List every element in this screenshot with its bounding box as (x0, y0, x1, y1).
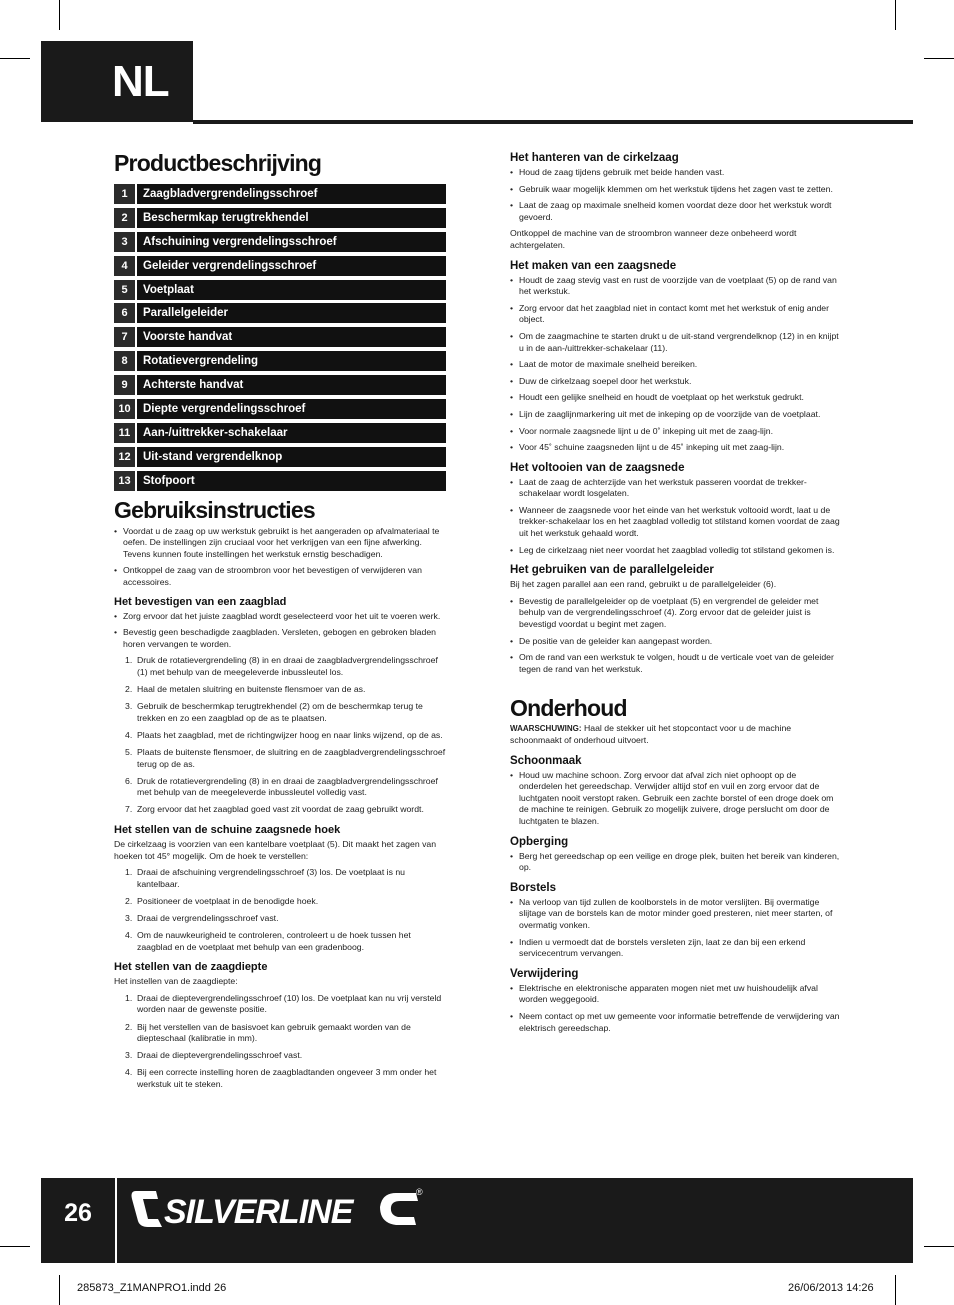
step-text: Bij een correcte instelling horen de zaagbladtanden ongeveer 3 mm onder het werkstuk uit te steken. (137, 1067, 437, 1089)
section-heading: Opberging (510, 835, 569, 848)
schoonmaak-bullets (510, 770, 840, 828)
step-item (125, 729, 446, 742)
step-number: 1. (125, 655, 133, 666)
list-item: • Houdt de zaag stevig vast en rust de voorzijde van de voetplaat (5) op de rand van het werkstuk. (519, 275, 840, 298)
step-item (125, 1050, 446, 1062)
part-row (114, 327, 446, 347)
step-item (125, 930, 446, 953)
left-column (114, 150, 446, 1096)
step-item (125, 912, 446, 925)
warning-label: WAARSCHUWING: (510, 724, 582, 734)
part-label: Afschuining vergrendelingsschroef (137, 232, 446, 252)
step-text: Plaats de buitenste flensmoer, de sluitring en de zaagbladvergrendelingsschroef terug op de as. (137, 747, 446, 769)
crop-mark (924, 1246, 954, 1247)
part-row (114, 375, 446, 395)
step-number: 6. (125, 775, 133, 786)
step-text: Draai de dieptevergrendelingsschroef vast. (137, 1050, 303, 1061)
language-tab: NL (41, 41, 193, 122)
part-number: 13 (114, 471, 135, 491)
step-text: Draai de dieptevergrendelingsschroef (10) los. De voetplaat kan nu vrij versteld worden naar de gewenste positie. (137, 992, 442, 1015)
section-heading: Het stellen van de zaagdiepte (114, 961, 268, 974)
part-label: Parallelgeleider (137, 303, 446, 323)
part-number: 8 (114, 351, 135, 371)
logo-hook-left (132, 1191, 163, 1227)
step-number: 1. (125, 867, 133, 878)
step-number: 5. (125, 747, 133, 757)
list-item: • Voordat u de zaag op uw werkstuk gebruikt is het aangeraden op afvalmateriaal te oefen. De instellingen zijn cruciaal voor het verkrijgen van een fijne afwerking. Tevens kunnen foute instellingen het werkstuk ernstig beschadigen. (123, 526, 446, 561)
list-item: • Leg de cirkelzaag niet neer voordat het zaagblad volledig tot stilstand gekomen is. (519, 545, 840, 557)
maken-bullets (510, 275, 840, 454)
section-intro: Bij het zagen parallel aan een rand, gebruikt u de parallelgeleider (6). (510, 579, 777, 590)
schuine-steps (114, 867, 446, 953)
step-number: 3. (125, 701, 133, 712)
footer-file: 285873_Z1MANPRO1.indd 26 (77, 1282, 227, 1294)
step-text: Om de nauwkeurigheid te controleren, controleert u de hoek tussen het zaagblad en de voetplaat met behulp van een gradenboog. (137, 930, 411, 952)
list-item: • Houdt een gelijke snelheid en houdt de voetplaat op het werkstuk gedrukt. (519, 392, 840, 404)
list-item: • Zorg ervoor dat het juiste zaagblad wordt geselecteerd voor het uit te voeren werk. (123, 611, 446, 623)
bevestigen-steps (114, 655, 446, 816)
verwijdering-bullets (510, 983, 840, 1034)
step-item (125, 775, 446, 799)
hanteren-bullets (510, 167, 840, 223)
parts-list (114, 184, 446, 491)
step-number: 1. (125, 992, 133, 1003)
part-label: Diepte vergrendelingsschroef (137, 399, 446, 419)
part-number: 2 (114, 208, 135, 228)
diepte-steps (114, 993, 446, 1091)
part-label: Zaagbladvergrendelingsschroef (137, 184, 446, 204)
productbeschrijving-title: Productbeschrijving (114, 150, 322, 176)
step-item (125, 655, 446, 678)
silverline-logo (128, 1183, 428, 1233)
list-item: • Elektrische en elektronische apparaten mogen niet met uw huishoudelijk afval worden weggegooid. (519, 983, 840, 1006)
part-number: 5 (114, 280, 135, 300)
section-heading: Het maken van een zaagsnede (510, 259, 677, 272)
crop-mark (59, 1275, 60, 1305)
section-heading: Verwijdering (510, 967, 579, 980)
section-intro: De cirkelzaag is voorzien van een kantelbare voetplaat (5). Dit maakt het zagen van hoeken tot 45° mogelijk. Om de hoek te verstellen: (114, 838, 437, 861)
step-text: Druk de rotatievergrendeling (8) in en draai de zaagbladvergrendelingsschroef met behulp van de meegeleverde inbussleutel volledig vast. (137, 775, 438, 798)
logo-hook-right (380, 1193, 418, 1225)
list-item: • Lijn de zaaglijnmarkering uit met de inkeping op de voorzijde van de voetplaat. (519, 409, 840, 421)
list-item: • Na verloop van tijd zullen de koolborstels in de motor verslijten. Bij overmatige slijtage van de borstels kan de motor minder goed presteren, niet meer starten, of overmatig vonken. (519, 897, 840, 932)
parallel-bullets (510, 596, 840, 676)
step-item (125, 867, 446, 890)
opberging-bullets (510, 851, 840, 874)
list-item: • Laat de motor de maximale snelheid bereiken. (519, 359, 840, 371)
part-label: Uit-stand vergrendelknop (137, 447, 446, 467)
part-row (114, 208, 446, 228)
crop-mark (59, 0, 60, 30)
section-heading: Borstels (510, 881, 557, 894)
section-heading: Schoonmaak (510, 754, 582, 767)
logo-registered: ® (416, 1187, 423, 1197)
step-text: Bij het verstellen van de basisvoet kan gebruik gemaakt worden van de diepteschaal (kalibratie in mm). (137, 1021, 411, 1044)
list-item: • Om de zaagmachine te starten drukt u de uit-stand vergrendelknop (12) in en knijpt u in de aan-/uittrekker-schakelaar (11). (519, 331, 840, 354)
gebruik-bullets (114, 526, 446, 589)
part-number: 10 (114, 399, 135, 419)
part-number: 12 (114, 447, 135, 467)
right-column (510, 152, 840, 1039)
list-item: • Bevestig geen beschadigde zaagbladen. Versleten, gebogen en gebroken bladen horen vervangen te worden. (123, 627, 446, 650)
list-item: • Zorg ervoor dat het zaagblad niet in contact komt met het werkstuk of enig ander object. (519, 303, 840, 326)
warning-text (510, 723, 840, 746)
step-item (125, 1067, 446, 1090)
list-item: • Wanneer de zaagsnede voor het einde van het werkstuk voltooid wordt, laat u de trekker-schakelaar los en het zaagblad volledig tot stilstand komen voordat de zaag uit het werkstuk gehaald wordt. (519, 505, 840, 540)
part-label: Achterste handvat (137, 375, 446, 395)
list-item: • Bevestig de parallelgeleider op de voetplaat (5) en vergrendel de geleider met behulp van de vergrendelingsschroef (4). Zorg ervoor dat de geleider juist is bevestigd voordat u begint met zagen. (519, 596, 840, 631)
step-text: Haal de metalen sluitring en buitenste flensmoer van de as. (137, 684, 366, 695)
part-row (114, 471, 446, 491)
part-label: Voetplaat (137, 280, 446, 300)
page-number: 26 (64, 1199, 92, 1227)
step-item (125, 701, 446, 724)
logo-wordmark: SILVERLINE (164, 1193, 353, 1231)
list-item: • Laat de zaag de achterzijde van het werkstuk passeren voordat de trekker-schakelaar wordt losgelaten. (519, 477, 840, 500)
list-item: • Berg het gereedschap op een veilige en droge plek, buiten het bereik van kinderen, op. (519, 851, 840, 874)
part-row (114, 280, 446, 300)
list-item: • Indien u vermoedt dat de borstels versleten zijn, laat ze dan bij een erkend servicecentrum vervangen. (519, 937, 840, 960)
crop-mark (895, 1275, 896, 1305)
part-label: Geleider vergrendelingsschroef (137, 256, 446, 276)
section-heading: Het voltooien van de zaagsnede (510, 461, 685, 474)
step-number: 2. (125, 684, 133, 695)
voltooien-bullets (510, 477, 840, 557)
section-intro: Het instellen van de zaagdiepte: (114, 976, 238, 987)
part-label: Rotatievergrendeling (137, 351, 446, 371)
step-number: 4. (125, 729, 133, 740)
warning-body: Haal de stekker uit het stopcontact voor u de machine schoonmaakt of onderhoud uitvoert. (510, 723, 792, 745)
bevestigen-bullets (114, 611, 446, 651)
section-heading: Het gebruiken van de parallelgeleider (510, 564, 714, 577)
step-item (125, 1021, 446, 1045)
list-item: • De positie van de geleider kan aangepast worden. (519, 636, 840, 648)
gebruiksinstructies-title: Gebruiksinstructies (114, 496, 315, 523)
section-heading: Het bevestigen van een zaagblad (114, 595, 287, 608)
step-number: 3. (125, 1050, 133, 1061)
part-number: 7 (114, 327, 135, 347)
step-item (125, 895, 446, 908)
part-row (114, 184, 446, 204)
step-number: 2. (125, 895, 133, 906)
header-rule (193, 120, 913, 124)
list-item: • Ontkoppel de zaag van de stroombron voor het bevestigen of verwijderen van accessoires. (123, 565, 446, 588)
part-number: 9 (114, 375, 135, 395)
list-item: • Houd de zaag tijdens gebruik met beide handen vast. (519, 167, 840, 179)
step-number: 3. (125, 912, 133, 923)
step-text: Plaats het zaagblad, met de richtingwijzer hoog en naar links wijzend, op de as. (137, 729, 443, 740)
part-row (114, 399, 446, 419)
part-label: Beschermkap terugtrekhendel (137, 208, 446, 228)
part-row (114, 351, 446, 371)
step-text: Positioneer de voetplaat in de benodigde hoek. (137, 895, 319, 906)
onderhoud-title: Onderhoud (510, 695, 627, 722)
step-number: 7. (125, 804, 133, 815)
list-item: • Neem contact op met uw gemeente voor informatie betreffende de verwijdering van elektrisch gereedschap. (519, 1011, 840, 1034)
step-item (125, 747, 446, 770)
part-number: 6 (114, 303, 135, 323)
part-row (114, 447, 446, 467)
part-label: Voorste handvat (137, 327, 446, 347)
list-item: • Duw de cirkelzaag soepel door het werkstuk. (519, 376, 840, 388)
part-label: Stofpoort (137, 471, 446, 491)
list-item: • Gebruik waar mogelijk klemmen om het werkstuk tijdens het zagen vast te zetten. (519, 184, 840, 196)
part-label: Aan-/uittrekker-schakelaar (137, 423, 446, 443)
section-heading: Het hanteren van de cirkelzaag (510, 152, 679, 164)
part-row (114, 232, 446, 252)
step-text: Draai de afschuining vergrendelingsschroef (3) los. De voetplaat is nu kantelbaar. (137, 867, 406, 889)
crop-mark (0, 58, 30, 59)
step-text: Gebruik de beschermkap terugtrekhendel (2) om de beschermkap terug te trekken en zo een zaagblad op de as te plaatsen. (137, 701, 423, 723)
step-number: 2. (125, 1021, 133, 1032)
crop-mark (924, 58, 954, 59)
step-text: Draai de vergrendelingsschroef vast. (137, 912, 279, 923)
step-text: Druk de rotatievergrendeling (8) in en draai de zaagbladvergrendelingsschroef (1) met behulp van de meegeleverde inbussleutel los. (137, 655, 438, 678)
step-item (125, 684, 446, 696)
hanteren-note: Ontkoppel de machine van de stroombron wanneer deze onbeheerd wordt achtergelaten. (510, 228, 797, 250)
part-row (114, 303, 446, 323)
step-number: 4. (125, 1067, 133, 1078)
part-number: 3 (114, 232, 135, 252)
section-heading: Het stellen van de schuine zaagsnede hoek (114, 823, 341, 836)
part-number: 4 (114, 256, 135, 276)
step-item (125, 804, 446, 816)
part-row (114, 256, 446, 276)
list-item: • Voor 45˚ schuine zaagsneden lijnt u de 45˚ inkeping uit met zaag-lijn. (519, 442, 840, 454)
crop-mark (895, 0, 896, 30)
footer-divider (115, 1178, 117, 1263)
crop-mark (0, 1246, 30, 1247)
list-item: • Laat de zaag op maximale snelheid komen voordat deze door het werkstuk wordt gevoerd. (519, 200, 840, 223)
footer-date: 26/06/2013 14:26 (788, 1282, 874, 1294)
part-row (114, 423, 446, 443)
part-number: 11 (114, 423, 135, 443)
list-item: • Voor normale zaagsnede lijnt u de 0˚ inkeping uit met de zaag-lijn. (519, 426, 840, 438)
list-item: • Houd uw machine schoon. Zorg ervoor dat afval zich niet ophoopt op de onderdelen het gereedschap. Verwijder altijd stof en vuil en zorg ervoor dat de luchtgaten nooit verstopt raken. Gebruik een zachte borstel of een droge doek om de machine te reinigen. Gebruik zo mogelijk zuivere, droge perslucht om door de luchtgaten te blazen. (519, 770, 840, 828)
step-number: 4. (125, 930, 133, 941)
list-item: • Om de rand van een werkstuk te volgen, houdt u de verticale voet van de geleider tegen de rand van het werkstuk. (519, 652, 840, 675)
step-text: Zorg ervoor dat het zaagblad goed vast zit voordat de zaag gebruikt wordt. (137, 804, 424, 815)
part-number: 1 (114, 184, 135, 204)
borstels-bullets (510, 897, 840, 960)
step-item (125, 992, 446, 1016)
